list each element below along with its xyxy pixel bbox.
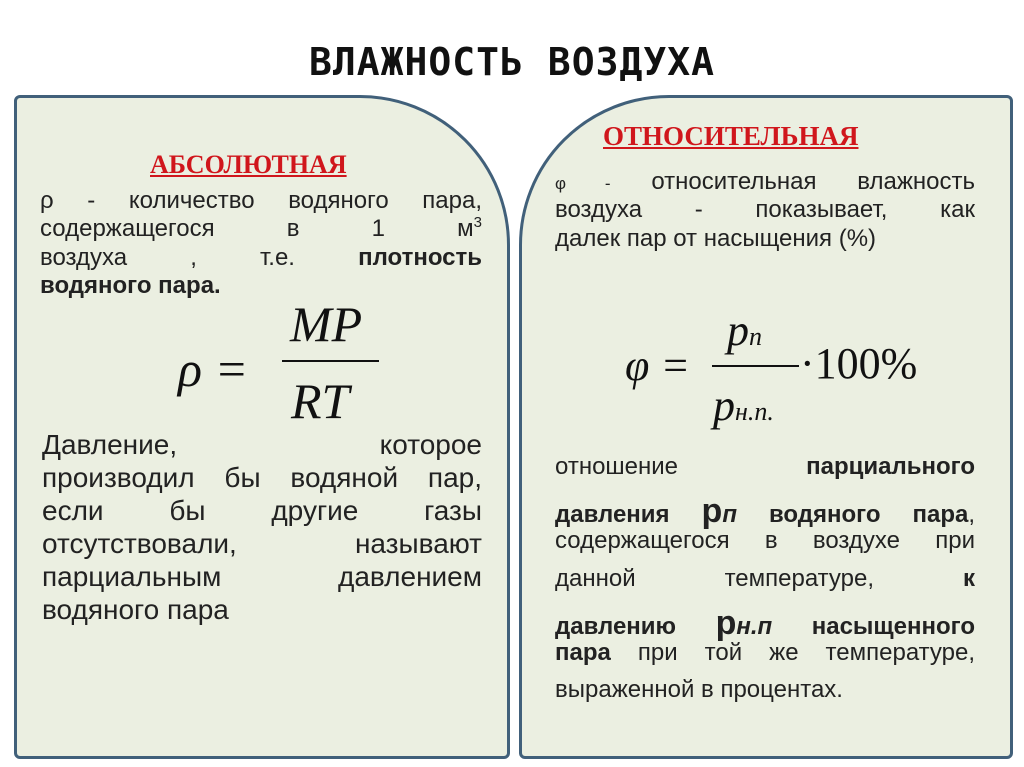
- rdesc-l4-a: данной температуре,: [555, 564, 875, 592]
- relative-formula-factor: ·100%: [800, 339, 918, 388]
- num-p: p: [727, 306, 749, 355]
- intro-line-1-text: относительная влажность: [651, 168, 975, 195]
- partial-pressure-description: [42, 430, 482, 628]
- rdesc-l6-a: пара: [555, 638, 611, 666]
- rdesc-l6-b: при той же температуре,: [637, 638, 975, 666]
- def-line-4: водяного пара.: [40, 271, 221, 299]
- rdesc-line-3: содержащегося в воздухе при: [555, 527, 975, 555]
- rdesc-l2-a: давления: [555, 501, 670, 529]
- density-term: плотность: [358, 243, 483, 271]
- def-line-3-text: воздуха , т.е.: [40, 243, 295, 271]
- def-line-1: ρ - количество водяного пара,: [40, 187, 482, 214]
- relative-formula-lhs: φ =: [625, 341, 691, 390]
- rdesc-line-5: [555, 597, 975, 642]
- rdesc-l5-b: насыщенного: [811, 612, 975, 640]
- desc-line-6: водяного пара: [42, 594, 229, 626]
- relative-description: [555, 448, 975, 708]
- desc-line-1: Давление, которое: [42, 429, 482, 460]
- rdesc-l5-a: давлению: [555, 612, 677, 640]
- saturated-p-subscript: н.п: [736, 612, 773, 640]
- desc-line-3: если бы другие газы: [42, 495, 482, 527]
- absolute-formula-numerator: MP: [290, 296, 363, 352]
- relative-formula-numerator: [727, 305, 762, 356]
- def-line-3: [40, 244, 482, 272]
- pressure-p-symbol: p: [701, 492, 723, 531]
- den-p: p: [713, 381, 735, 430]
- pressure-p-subscript: п: [722, 501, 737, 529]
- intro-line-3: далек пар от насыщения (%): [555, 224, 877, 252]
- rdesc-l4-b: к: [962, 564, 975, 592]
- absolute-definition: [40, 187, 482, 300]
- num-p-subscript: п: [749, 322, 762, 351]
- rdesc-line-1: [555, 448, 975, 485]
- page-title: ВЛАЖНОСТЬ ВОЗДУХА: [309, 40, 715, 84]
- absolute-heading: АБСОЛЮТНАЯ: [150, 150, 347, 179]
- intro-line-1: [555, 168, 975, 196]
- cubic-superscript: 3: [473, 214, 482, 232]
- saturated-p-symbol: p: [715, 603, 737, 642]
- absolute-formula-denominator: RT: [291, 373, 350, 429]
- rdesc-line-4: [555, 560, 975, 597]
- rdesc-line-6: [555, 634, 975, 671]
- rdesc-l2-c: ,: [968, 501, 975, 529]
- absolute-fraction-bar: [282, 360, 379, 362]
- def-line-2-text: содержащегося в 1 м: [40, 215, 474, 243]
- rdesc-line-7: выраженной в процентах.: [555, 676, 843, 704]
- desc-line-2: производил бы водяной пар,: [42, 462, 482, 494]
- rdesc-l1-a: отношение: [555, 453, 679, 480]
- relative-intro: [555, 168, 975, 253]
- rdesc-line-2: [555, 485, 975, 531]
- relative-formula-denominator: [713, 380, 774, 431]
- relative-fraction-bar: [712, 365, 799, 367]
- den-p-subscript: н.п.: [735, 397, 774, 426]
- desc-line-5: парциальным давлением: [42, 561, 482, 593]
- phi-symbol: φ -: [555, 174, 611, 193]
- absolute-formula-lhs: ρ =: [178, 341, 249, 397]
- rdesc-l1-b: парциального: [806, 453, 975, 480]
- relative-heading: ОТНОСИТЕЛЬНАЯ: [603, 121, 859, 151]
- intro-line-2: воздуха - показывает, как: [555, 196, 975, 224]
- rdesc-l2-b: водяного пара: [768, 501, 969, 529]
- desc-line-4: отсутствовали, называют: [42, 528, 482, 560]
- def-line-2: [40, 215, 482, 243]
